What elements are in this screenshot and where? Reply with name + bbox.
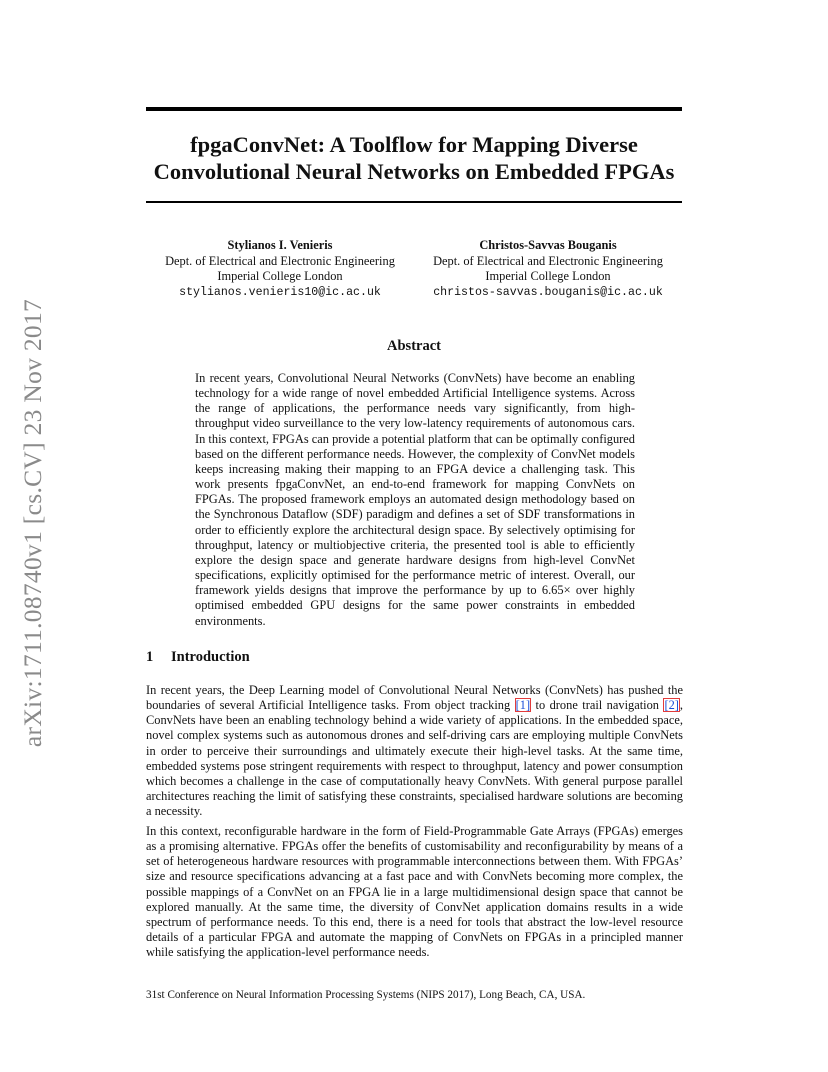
paper-title [146, 131, 682, 185]
author-institution: Imperial College London [217, 269, 343, 283]
title-top-rule [146, 107, 682, 111]
author-name: Stylianos I. Venieris [227, 238, 333, 252]
author-email[interactable]: stylianos.venieris10@ic.ac.uk [179, 285, 381, 299]
section-heading [146, 649, 250, 666]
intro-paragraph-1 [146, 683, 683, 819]
author-name: Christos-Savvas Bouganis [479, 238, 617, 252]
abstract-heading: Abstract [387, 338, 441, 354]
title-line-1: fpgaConvNet: A Toolflow for Mapping Diverse [190, 132, 638, 157]
author-dept: Dept. of Electrical and Electronic Engineering [433, 253, 663, 268]
arxiv-identifier [18, 283, 48, 763]
citation-link[interactable]: [2] [664, 698, 679, 713]
author-email[interactable]: christos-savvas.bouganis@ic.ac.uk [433, 285, 663, 299]
section-number: 1 [146, 649, 154, 665]
author-institution: Imperial College London [485, 269, 611, 283]
conference-footnote: 31st Conference on Neural Information Processing Systems (NIPS 2017), Long Beach, CA, USA. [146, 989, 586, 1001]
author-2 [398, 238, 698, 300]
intro-text-part: In recent years, the Deep Learning model of Convolutional Neural Networks (ConvNets) has pushed the boundaries of several Artificial Intelligence tasks. From object tracking [146, 683, 683, 713]
author-dept: Dept. of Electrical and Electronic Engineering [165, 253, 395, 268]
citation-link[interactable]: [1] [515, 698, 531, 713]
intro-paragraph-2: In this context, reconfigurable hardware in the form of Field-Programmable Gate Arrays (FPGAs) emerges as a promising alternative. FPGAs offer the benefits of customisability and reconfigurability by means of a set of heterogeneous hardware resources with programmable interconnections between them. With FPGAs’ size and resource specifications advancing at a fast pace and with ConvNets becoming more complex, the possible mappings of a ConvNet on an FPGA lie in a large multidimensional design space that cannot be explored manually. At the same time, the diversity of ConvNet application domains results in a wide spectrum of performance needs. To this end, there is a need for tools that abstract the low-level resource details of a particular FPGA and automate the mapping of ConvNets on FPGAs in a principled manner while satisfying the application-level performance needs. [146, 824, 683, 960]
intro-text-part: , ConvNets have been an enabling technology behind a wide variety of applications. In the embedded space, novel complex systems such as autonomous drones and self-driving cars are employing multiple ConvNets in order to perceive their surroundings and ultimately execute their high-level tasks. At the same time, embedded systems pose stringent requirements with respect to throughput, latency and power consumption which becomes a challenge in the case of computationally heavy ConvNets. With general purpose parallel architectures reaching the limit of satisfying these constraints, specialised hardware solutions are becoming a necessity. [146, 698, 683, 819]
arxiv-identifier-text: arXiv:1711.08740v1 [cs.CV] 23 Nov 2017 [18, 298, 48, 748]
section-title: Introduction [171, 649, 250, 665]
author-1 [130, 238, 430, 300]
title-line-2: Convolutional Neural Networks on Embedded FPGAs [153, 159, 675, 184]
abstract-text: In recent years, Convolutional Neural Networks (ConvNets) have become an enabling technology for a wide range of novel embedded Artificial Intelligence systems. Across the range of applications, the performance needs vary significantly, from high-throughput video surveillance to the very low-latency requirements of autonomous cars. In this context, FPGAs can provide a potential platform that can be optimally configured based on the different performance needs. However, the complexity of ConvNet models keeps increasing making their mapping to an FPGA device a challenging task. This work presents fpgaConvNet, an end-to-end framework for mapping ConvNets on FPGAs. The proposed framework employs an automated design methodology based on the Synchronous Dataflow (SDF) paradigm and defines a set of SDF transformations in order to efficiently explore the architectural design space. By selectively optimising for throughput, latency or multiobjective criteria, the presented tool is able to efficiently explore the design space and generate hardware designs from high-level ConvNet specifications, explicitly optimised for the performance metric of interest. Overall, our framework yields designs that improve the performance by up to 6.65× over highly optimised embedded GPU designs for the same power constraints in embedded environments. [195, 371, 635, 628]
intro-text-part: to drone trail navigation [531, 698, 664, 713]
title-bottom-rule [146, 201, 682, 203]
